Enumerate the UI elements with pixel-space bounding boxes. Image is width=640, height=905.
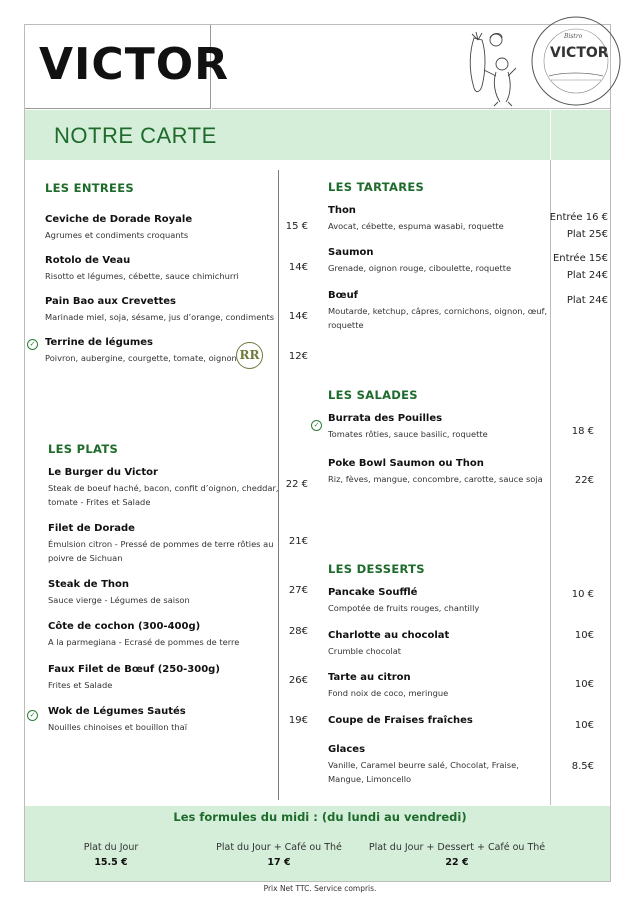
item-price: 10€ xyxy=(574,630,594,641)
item-name: Tarte au citron xyxy=(328,672,411,683)
menu-item xyxy=(328,671,448,700)
item-desc: Tomates rôties, sauce basilic, roquette xyxy=(328,429,488,439)
page-title: NOTRE CARTE xyxy=(54,123,217,148)
item-name: Terrine de légumes xyxy=(45,337,154,348)
item-desc: Nouilles chinoises et bouillon thaï xyxy=(48,722,188,732)
item-price: 10€ xyxy=(574,679,594,690)
formules-title: Les formules du midi : (du lundi au vendredi) xyxy=(173,810,467,824)
item-name: Pancake Soufflé xyxy=(328,587,418,598)
brand-logo: VICTOR xyxy=(39,39,230,90)
item-price: Plat 25€ xyxy=(566,229,608,240)
item-price: 12€ xyxy=(288,351,308,362)
item-desc: Frites et Salade xyxy=(48,680,113,690)
menu-item xyxy=(328,743,519,786)
item-desc: Moutarde, ketchup, câpres, cornichons, oignon, œuf, xyxy=(328,306,548,316)
item-price: 14€ xyxy=(288,311,308,322)
item-desc: Fond noix de coco, meringue xyxy=(328,688,449,698)
formule-price: 17 € xyxy=(267,857,291,868)
item-name: Saumon xyxy=(328,247,374,258)
item-desc-line2: roquette xyxy=(328,320,364,330)
item-name: Steak de Thon xyxy=(48,579,129,590)
item-price: 18 € xyxy=(571,426,594,437)
item-desc: Marinade miel, soja, sésame, jus d’orange, condiments xyxy=(45,312,275,322)
vegetarian-icon: ✓ xyxy=(27,710,38,721)
menu-item xyxy=(328,412,488,441)
menu-item xyxy=(328,629,449,658)
item-name: Bœuf xyxy=(328,290,359,301)
item-name: Côte de cochon (300-400g) xyxy=(48,621,201,632)
item-price: 19€ xyxy=(288,715,308,726)
item-desc-line2: poivre de Sichuan xyxy=(48,553,123,563)
item-name: Poke Bowl Saumon ou Thon xyxy=(328,458,484,469)
menu-item xyxy=(48,578,190,607)
item-price: Plat 24€ xyxy=(566,270,608,281)
item-desc: Compotée de fruits rouges, chantilly xyxy=(328,603,480,613)
item-desc: Vanille, Caramel beurre salé, Chocolat, Fraise, xyxy=(328,760,519,770)
item-price: 28€ xyxy=(288,626,308,637)
item-desc: A la parmegiana - Ecrasé de pommes de terre xyxy=(48,637,240,647)
item-price: Entrée 15€ xyxy=(552,253,608,264)
item-desc: Émulsion citron - Pressé de pommes de terre rôties au xyxy=(48,539,274,549)
item-price: 10€ xyxy=(574,720,594,731)
menu-item xyxy=(48,705,187,734)
item-price: 26€ xyxy=(288,675,308,686)
formule-item xyxy=(200,841,358,871)
item-price: 22€ xyxy=(574,475,594,486)
item-price: 27€ xyxy=(288,585,308,596)
item-price: 21€ xyxy=(288,536,308,547)
formule-price: 15.5 € xyxy=(94,857,128,868)
item-name: Thon xyxy=(328,205,356,216)
section-salades-heading: LES SALADES xyxy=(328,388,418,402)
logo-box xyxy=(25,25,230,109)
item-price: Entrée 16 € xyxy=(549,212,608,223)
item-desc: Sauce vierge - Légumes de saison xyxy=(48,595,190,605)
rr-logo-icon: RR xyxy=(236,342,263,369)
seal-text: VICTOR xyxy=(550,45,609,61)
item-desc: Steak de boeuf haché, bacon, confit d’oignon, cheddar, xyxy=(48,483,279,493)
menu-item xyxy=(45,213,192,242)
menu-item xyxy=(328,204,504,233)
section-entrees-heading: LES ENTREES xyxy=(45,181,134,195)
chef-illustration-icon xyxy=(456,28,526,108)
item-name: Rotolo de Veau xyxy=(45,255,131,266)
item-desc: Crumble chocolat xyxy=(328,646,402,656)
formule-item xyxy=(366,841,548,871)
victor-seal-icon xyxy=(529,14,623,108)
item-desc: Avocat, cébette, espuma wasabi, roquette xyxy=(328,221,504,231)
item-name: Faux Filet de Bœuf (250-300g) xyxy=(48,664,220,675)
formule-item xyxy=(50,841,172,871)
price-footnote: Prix Net TTC. Service compris. xyxy=(263,884,377,893)
vegetarian-icon: ✓ xyxy=(27,339,38,350)
item-name: Ceviche de Dorade Royale xyxy=(45,214,193,225)
section-plats-heading: LES PLATS xyxy=(48,442,119,456)
menu-item xyxy=(48,522,273,565)
item-name: Le Burger du Victor xyxy=(48,467,158,478)
formule-label: Plat du Jour + Café ou Thé xyxy=(216,842,342,853)
item-name: Coupe de Fraises fraîches xyxy=(328,715,473,726)
menu-item xyxy=(328,289,547,332)
item-price: Plat 24€ xyxy=(566,295,608,306)
item-desc: Risotto et légumes, cébette, sauce chimichurri xyxy=(45,271,239,281)
menu-item xyxy=(48,466,279,509)
item-name: Burrata des Pouilles xyxy=(328,413,443,424)
item-desc: Agrumes et condiments croquants xyxy=(45,230,189,240)
item-price: 10 € xyxy=(571,589,594,600)
item-price: 14€ xyxy=(288,262,308,273)
band-divider xyxy=(550,110,551,160)
menu-item xyxy=(45,254,239,283)
item-desc-line2: Mangue, Limoncello xyxy=(328,774,412,784)
menu-item xyxy=(48,620,239,649)
item-name: Charlotte au chocolat xyxy=(328,630,450,641)
vegetarian-icon: ✓ xyxy=(311,420,322,431)
formule-price: 22 € xyxy=(445,857,469,868)
item-desc: Riz, fèves, mangue, concombre, carotte, sauce soja xyxy=(328,474,543,484)
formule-label: Plat du Jour + Dessert + Café ou Thé xyxy=(368,842,546,853)
menu-item xyxy=(48,663,220,692)
item-name: Filet de Dorade xyxy=(48,523,135,534)
menu-item xyxy=(328,246,511,275)
formule-label: Plat du Jour xyxy=(83,842,139,853)
menu-item xyxy=(328,714,473,728)
item-desc: Poivron, aubergine, courgette, tomate, oignon xyxy=(45,353,237,363)
item-name: Glaces xyxy=(328,744,366,755)
item-price: 15 € xyxy=(285,221,308,232)
menu-item xyxy=(328,586,479,615)
item-price: 8.5€ xyxy=(571,761,594,772)
item-name: Wok de Légumes Sautés xyxy=(48,706,186,717)
item-price: 22 € xyxy=(285,479,308,490)
item-desc: Grenade, oignon rouge, ciboulette, roquette xyxy=(328,263,512,273)
seal-small-text: Bistro xyxy=(564,33,583,40)
menu-item xyxy=(45,295,274,324)
section-desserts-heading: LES DESSERTS xyxy=(328,562,425,576)
section-tartares-heading: LES TARTARES xyxy=(328,180,425,194)
menu-item xyxy=(328,457,543,486)
item-desc-line2: tomate - Frites et Salade xyxy=(48,497,151,507)
menu-item xyxy=(45,336,237,365)
item-name: Pain Bao aux Crevettes xyxy=(45,296,177,307)
